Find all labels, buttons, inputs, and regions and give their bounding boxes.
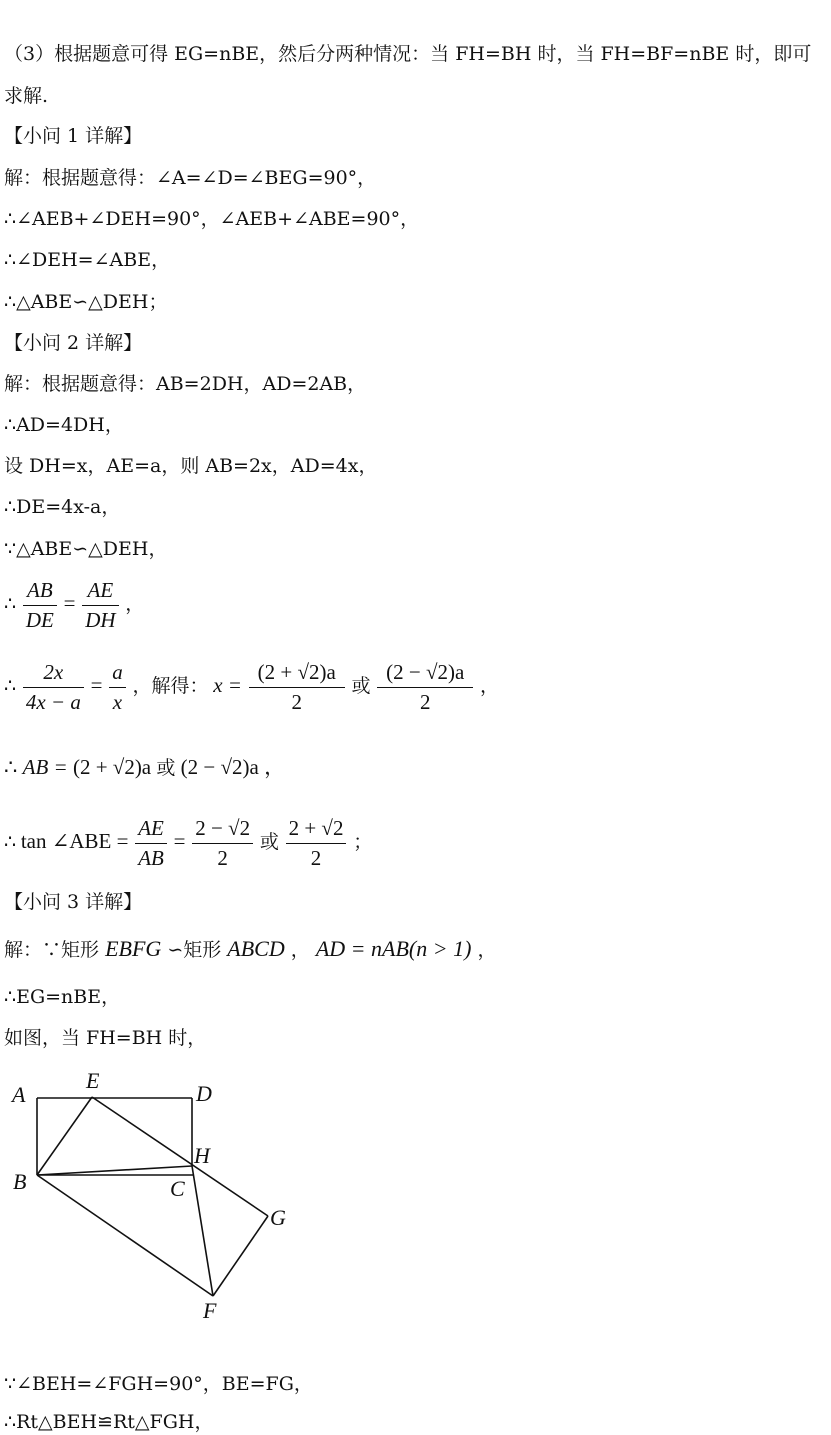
- label-h: H: [194, 1143, 210, 1168]
- segment-bh: [37, 1166, 192, 1175]
- fraction-ab-de: [23, 578, 57, 633]
- therefore-symbol: ∴: [4, 593, 17, 615]
- q2-tan-result: [4, 816, 372, 871]
- or-word: 或: [156, 757, 176, 779]
- q1-line-1: 解：根据题意得：∠A=∠D=∠BEG=90°，: [4, 167, 377, 189]
- q1-line-3: ∴∠DEH=∠ABE，: [4, 249, 171, 271]
- q3-heading: 【小问 3 详解】: [4, 891, 143, 913]
- q3-line-1-comma: ，: [290, 939, 310, 961]
- equals-sign: =: [173, 828, 186, 853]
- fraction-denominator: x: [112, 690, 123, 714]
- solve-label: ，解得：: [132, 674, 209, 697]
- hint-line-cont: 求解.: [4, 85, 49, 107]
- fraction-ae-ab: [135, 816, 167, 871]
- fraction-numerator: AE: [82, 578, 118, 606]
- punctuation: ，: [479, 675, 499, 697]
- q1-line-2: ∴∠AEB+∠DEH=90°，∠AEB+∠ABE=90°，: [4, 208, 420, 230]
- hint-line: （3）根据题意可得 EG=nBE，然后分两种情况：当 FH=BH 时，当 FH=BF=nBE 时，即可: [4, 43, 812, 65]
- solution-2: [377, 660, 473, 715]
- or-word: 或: [351, 675, 371, 697]
- fraction-2x-over-4x-a: [23, 660, 84, 715]
- label-e: E: [86, 1068, 100, 1093]
- label-b: B: [13, 1169, 27, 1194]
- q2-line-2: ∴AD=4DH，: [4, 414, 124, 436]
- rect-ebfg: EBFG: [105, 936, 162, 961]
- q2-solve-equation: [4, 660, 499, 715]
- q3-line-5: ∴Rt△BEH≌Rt△FGH，: [4, 1411, 214, 1433]
- q3-line-3: 如图，当 FH=BH 时，: [4, 1027, 207, 1049]
- q3-line-4: ∵∠BEH=∠FGH=90°，BE=FG，: [4, 1373, 313, 1395]
- ab-value-1: (2 + √2)a: [72, 755, 152, 779]
- ab-value-2: (2 − √2)a: [180, 755, 259, 779]
- fraction-numerator: AE: [135, 816, 167, 844]
- q2-heading: 【小问 2 详解】: [4, 332, 143, 354]
- fraction-numerator: AB: [23, 578, 57, 606]
- punctuation: ，: [264, 755, 286, 779]
- q3-line-1: [4, 934, 496, 965]
- fraction-denominator: 2: [310, 846, 322, 870]
- geometry-figure: [0, 1060, 310, 1330]
- q2-line-5: ∵△ABE∽△DEH，: [4, 538, 168, 560]
- or-word: 或: [259, 831, 279, 853]
- equals-sign: =: [63, 590, 76, 615]
- tan-value-2: [286, 816, 347, 871]
- fraction-denominator: DH: [85, 608, 116, 632]
- label-a: A: [12, 1082, 26, 1107]
- segment-hf: [192, 1166, 213, 1296]
- fraction-numerator: (2 + √2)a: [249, 660, 345, 688]
- q2-line-1: 解：根据题意得：AB=2DH，AD=2AB，: [4, 373, 367, 395]
- fraction-numerator: (2 − √2)a: [377, 660, 473, 688]
- q2-ab-result: [4, 752, 285, 783]
- label-f: F: [203, 1298, 217, 1323]
- q1-line-4: ∴△ABE∽△DEH；: [4, 291, 168, 313]
- segment-be: [37, 1097, 92, 1175]
- fraction-numerator: 2x: [23, 660, 84, 688]
- q2-ratio-equation: [4, 578, 144, 633]
- q3-line-1-comma-2: ，: [477, 939, 497, 961]
- fraction-numerator: a: [109, 660, 126, 688]
- fraction-denominator: 2: [217, 846, 228, 870]
- equals-sign: =: [90, 672, 103, 697]
- q2-line-4: ∴DE=4x-a，: [4, 496, 121, 518]
- rect-abcd: ABCD: [227, 936, 285, 961]
- q3-line-1-text-a: 解：∵矩形: [4, 939, 100, 961]
- label-c: C: [170, 1176, 185, 1201]
- tan-lhs: tan ∠ABE =: [20, 828, 129, 853]
- fraction-denominator: 2: [419, 690, 431, 714]
- solution-1: [249, 660, 345, 715]
- punctuation: ；: [353, 831, 373, 853]
- q1-heading: 【小问 1 详解】: [4, 125, 143, 147]
- tan-value-1: [192, 816, 253, 871]
- x-equals: x =: [213, 672, 242, 697]
- ab-lhs: AB =: [22, 755, 68, 779]
- fraction-denominator: AB: [138, 846, 164, 870]
- q3-line-1-text-c: ∽矩形: [167, 939, 222, 961]
- fraction-numerator: 2 + √2: [286, 816, 347, 844]
- fraction-denominator: 4x − a: [25, 690, 81, 714]
- segment-fg: [213, 1216, 268, 1296]
- fraction-ae-dh: [82, 578, 118, 633]
- q2-line-3: 设 DH=x，AE=a，则 AB=2x，AD=4x，: [4, 455, 378, 477]
- q3-line-2: ∴EG=nBE，: [4, 986, 121, 1008]
- fraction-denominator: 2: [291, 690, 302, 714]
- fraction-a-over-x: [109, 660, 126, 715]
- therefore-symbol: ∴: [4, 831, 17, 853]
- label-g: G: [270, 1205, 286, 1230]
- punctuation: ，: [125, 593, 145, 615]
- ad-equals-nab: AD = nAB(n > 1): [315, 936, 472, 961]
- fraction-numerator: 2 − √2: [192, 816, 253, 844]
- therefore-symbol: ∴: [4, 675, 17, 697]
- segment-bf: [37, 1175, 213, 1296]
- therefore-symbol: ∴: [4, 755, 18, 779]
- label-d: D: [196, 1081, 212, 1106]
- fraction-denominator: DE: [25, 608, 54, 632]
